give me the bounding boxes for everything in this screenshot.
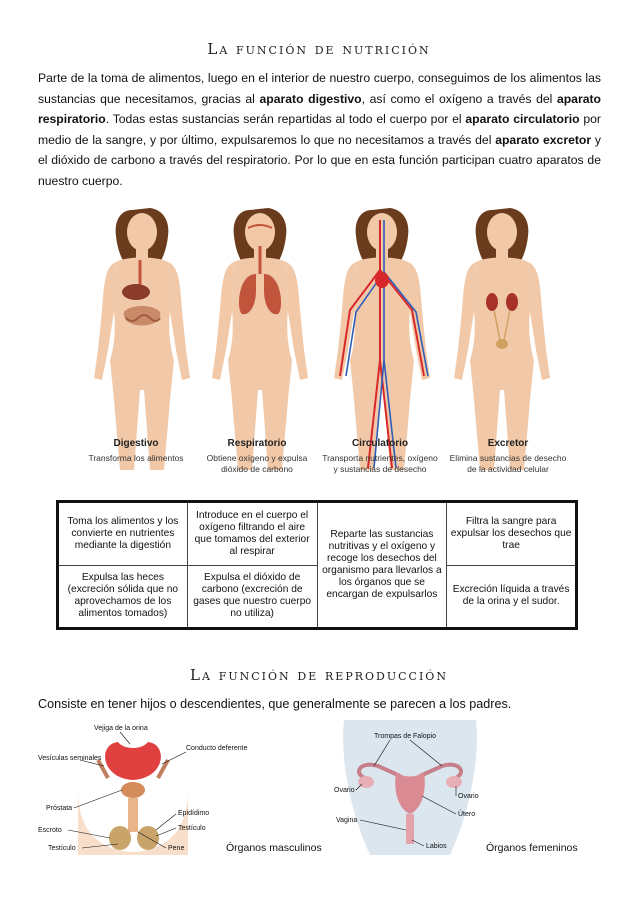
label-vesiculas: Vesículas seminales [38,755,102,762]
text-span: Parte de la toma de alimentos, luego en el interior de nuestro cuerpo, conseguimos de los alimentos las sustancias que necesitamos, gracias al [38,71,601,106]
system-desc-digestivo: Transforma los alimentos [88,453,184,463]
label-labios: Labios [426,843,447,850]
cell-text: Introduce en el cuerpo el oxígeno filtrando el aire que tomamos del exterior al respirar [194,509,310,557]
text-span: , así como el oxígeno a través del [361,91,557,106]
table-row [58,502,577,566]
bold-aparato-circulatorio: aparato circulatorio [465,112,580,127]
caption-male: Órganos masculinos [226,842,322,854]
respiratory-body [212,208,308,470]
label-testiculo-2: Testículo [48,845,76,852]
cell-text: Reparte las sustancias nutritivas y el oxígeno y recoge los desechos del organismo para llevarlos a los órganos que se encargan de expulsarlos [322,529,442,600]
system-label-digestivo: Digestivo [113,438,159,449]
label-conducto: Conducto deferente [186,745,248,752]
female-organs-illustration [330,720,490,855]
label-vagina: Vagina [336,817,358,824]
table-cell [187,565,317,629]
table-cell [187,502,317,566]
table-cell [58,502,188,566]
text-span: . Todas estas sustancias serán repartidas al todo el cuerpo por el [105,112,466,127]
table-cell [317,502,447,629]
functions-table [56,500,578,630]
text-span: y el dióxido de carbono a través del respiratorio. Por lo que en esta función participan cuatro aparatos de nuestro cuerpo. [38,132,601,188]
label-ovario-right: Ovario [458,793,479,800]
cell-text: Filtra la sangre para expulsar los desechos que trae [450,515,572,551]
male-organs-illustration [38,720,248,855]
section-title-reproduccion: La función de reproducción [190,666,448,684]
label-epididimo: Epidídimo [178,810,210,817]
section-title-nutricion: La función de nutrición [207,40,431,58]
table-cell [447,502,577,566]
digestive-body [94,208,190,470]
table-cell [447,565,577,629]
cell-text: Toma los alimentos y los convierte en nutrientes mediante la digestión [67,515,179,551]
cell-text: Excreción líquida a través de la orina y el sudor. [452,584,570,608]
system-desc-circulatorio: Transporta nutrientes, oxígeno y sustancias de desecho [322,453,438,474]
label-trompas: Trompas de Falopio [374,733,436,740]
system-desc-respiratorio: Obtiene oxígeno y expulsa dióxido de carbono [206,453,308,474]
label-ovario-left: Ovario [334,787,355,794]
label-testiculo: Testículo [178,825,206,832]
caption-female: Órganos femeninos [486,842,578,854]
nutricion-paragraph [38,68,601,192]
system-label-circulatorio: Circulatorio [351,438,409,449]
reproduccion-paragraph: Consiste en tener hijos o descendientes, que generalmente se parecen a los padres. [38,697,512,711]
system-label-excretor: Excretor [487,438,529,449]
table-cell [58,565,188,629]
bold-aparato-excretor: aparato excretor [495,132,592,147]
excretory-body [454,208,550,470]
circulatory-body [334,208,430,470]
cell-text: Expulsa las heces (excreción sólida que no aprovechamos de los alimentos tomados) [67,572,179,620]
label-escroto: Escroto [38,827,62,834]
text-span: por medio de la sangre, y por último, expulsaremos lo que no necesitamos a través del [38,112,601,147]
label-vejiga: Vejiga de la orina [94,725,148,732]
bold-aparato-digestivo: aparato digestivo [259,91,362,106]
bold-aparato-respiratorio: aparato respiratorio [38,91,601,127]
label-prostata: Próstata [46,805,73,812]
system-desc-excretor: Elimina sustancias de desecho de la actividad celular [449,453,567,474]
system-label-respiratorio: Respiratorio [227,438,287,449]
label-utero: Útero [458,811,476,818]
label-pene: Pene [168,845,185,852]
cell-text: Expulsa el dióxido de carbono (excreción de gases que nuestro cuerpo no utiliza) [193,572,312,620]
